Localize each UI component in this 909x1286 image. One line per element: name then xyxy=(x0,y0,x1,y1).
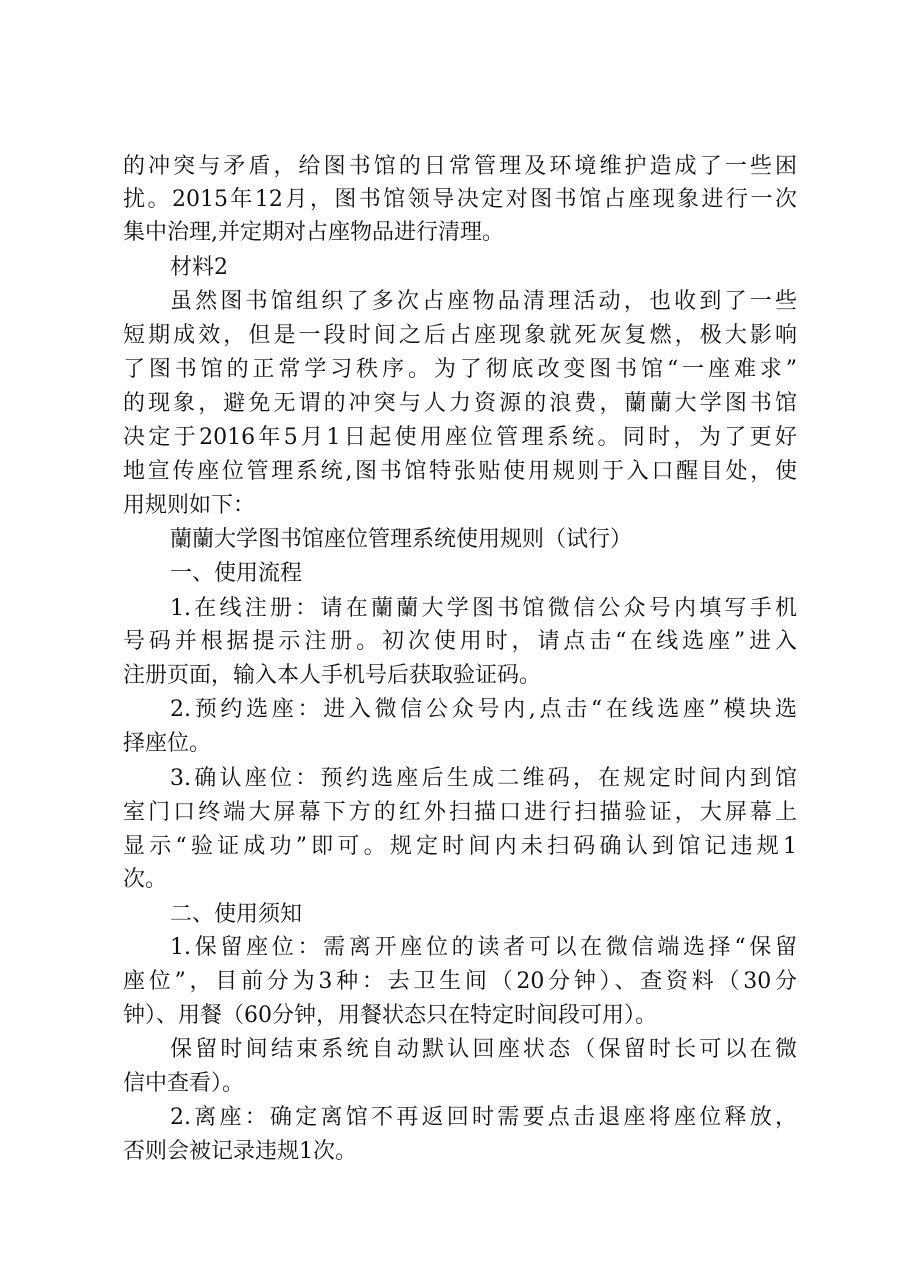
text-line: 信中查看）。 xyxy=(123,1071,245,1096)
section-heading: 一、使用流程 xyxy=(170,561,303,586)
text-line: 扰。2015年12月，图书馆领导决定对图书馆占座现象进行一次 xyxy=(123,187,797,212)
text-line: 钟）、用餐（60分钟，用餐状态只在特定时间段可用）。 xyxy=(123,1003,657,1028)
text-line: 的现象，避免无谓的冲突与人力资源的浪费，蘭蘭大学图书馆 xyxy=(123,391,797,416)
text-line: 室门口终端大屏幕下方的红外扫描口进行扫描验证，大屏幕上 xyxy=(123,800,797,825)
rules-title: 蘭蘭大学图书馆座位管理系统使用规则（试行） xyxy=(170,527,633,552)
section-heading: 二、使用须知 xyxy=(170,902,303,927)
text-line: 集中治理,并定期对占座物品进行清理。 xyxy=(123,220,504,245)
text-line: 用规则如下： xyxy=(123,493,256,518)
text-line: 的冲突与矛盾，给图书馆的日常管理及环境维护造成了一些困 xyxy=(123,154,797,179)
text-line: 座位”，目前分为3种：去卫生间（20分钟）、查资料（30分 xyxy=(123,969,797,994)
text-line: 3.确认座位：预约选座后生成二维码，在规定时间内到馆 xyxy=(170,766,797,791)
section-label: 材料2 xyxy=(170,255,228,280)
text-line: 短期成效，但是一段时间之后占座现象就死灰复燃，极大影响 xyxy=(123,323,797,348)
text-line: 了图书馆的正常学习秩序。为了彻底改变图书馆“一座难求” xyxy=(123,357,797,382)
text-line: 号码并根据提示注册。初次使用时，请点击“在线选座”进入 xyxy=(123,629,797,654)
text-line: 地宣传座位管理系统,图书馆特张贴使用规则于入口醒目处，使 xyxy=(123,459,797,484)
text-line: 2.离座：确定离馆不再返回时需要点击退座将座位释放， xyxy=(170,1105,797,1130)
text-line: 次。 xyxy=(123,867,168,892)
text-line: 1.在线注册：请在蘭蘭大学图书馆微信公众号内填写手机 xyxy=(170,596,797,621)
text-line: 决定于2016年5月1日起使用座位管理系统。同时，为了更好 xyxy=(123,425,797,450)
text-line: 择座位。 xyxy=(123,731,212,756)
text-line: 显示“验证成功”即可。规定时间内未扫码确认到馆记违规1 xyxy=(123,834,797,859)
text-line: 否则会被记录违规1次。 xyxy=(123,1139,357,1164)
text-line: 虽然图书馆组织了多次占座物品清理活动，也收到了一些 xyxy=(170,289,797,314)
text-line: 1.保留座位：需离开座位的读者可以在微信端选择“保留 xyxy=(170,935,797,960)
text-line: 保留时间结束系统自动默认回座状态（保留时长可以在微 xyxy=(170,1037,797,1062)
text-line: 2.预约选座：进入微信公众号内,点击“在线选座”模块选 xyxy=(170,697,797,722)
text-line: 注册页面，输入本人手机号后获取验证码。 xyxy=(123,663,542,688)
